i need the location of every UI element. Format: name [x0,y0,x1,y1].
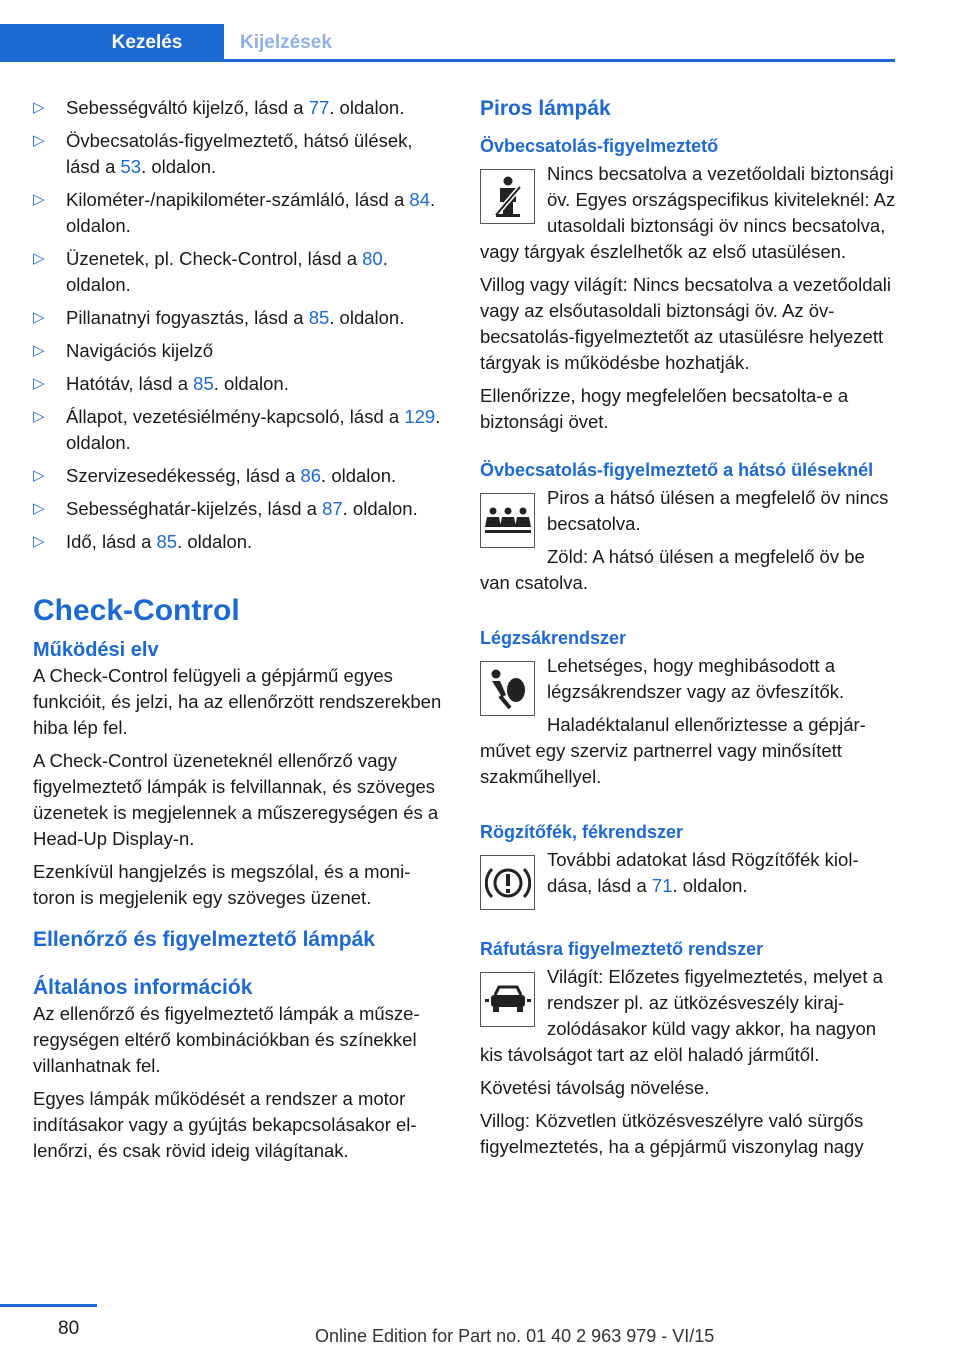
page-link[interactable]: 77 [308,97,330,118]
airbag-heading: Légzsákrendszer [480,628,627,648]
collision-warning-icon [480,972,535,1027]
seatbelt-icon [480,169,535,224]
bullet-item: ▷ Sebességhatár-kijelzés, lásd a 87. oldalon. [33,496,445,522]
collision-heading: Ráfutásra figyelmeztető rendszer [480,939,764,959]
page-link[interactable]: 85 [193,373,214,394]
bullet-item: ▷ Övbecsatolás-figyelmeztető, hátsó ülések, lásd a 53. oldalon. [33,130,413,177]
page-link[interactable]: 87 [322,498,343,519]
belt-p1: Nincs becsatolva a vezetőoldali biztonsági öv. Egyes országspecifikus kiviteleknél: Az utasoldali biztonsági öv nincs becsatolva, vagy tárgyak észlelhetők az első utasülésen. [480,163,896,262]
page-link[interactable]: 129 [404,406,436,427]
check-control-title: Check-Control [33,594,240,627]
rear-seatbelt-icon [480,493,535,548]
bullet-triangle-icon: ▷ [33,467,45,484]
bullet-item: ▷ Navigációs kijelző [33,338,445,364]
bullet-triangle-icon: ▷ [33,309,45,326]
brake-warning-icon [480,855,535,910]
principle-p3: Ezenkívül hangjelzés is megszólal, és a monitoron is megjelenik egy szöveges üzenet. [33,861,411,908]
header-tabs [0,24,895,62]
bullet-triangle-icon: ▷ [33,132,45,149]
edition-footer: Online Edition for Part no. 01 40 2 963 979 - VI/15 [315,1326,715,1346]
tab-kezeles[interactable]: Kezelés [0,24,224,62]
bullet-triangle-icon: ▷ [33,408,45,425]
lamps-heading: Ellenőrző és figyelmeztető lámpák [33,928,375,951]
bullet-triangle-icon: ▷ [33,250,45,267]
page-link[interactable]: 85 [156,531,178,552]
bullet-item: ▷ Állapot, vezetésiélmény-kapcsoló, lásd a 129. oldalon. [33,406,441,453]
bullet-item: ▷ Pillanatnyi fogyasztás, lásd a 85. oldalon. [33,305,445,331]
general-p1: Az ellenőrző és figyelmeztető lámpák a műszeregységen eltérő kombinációkban és színekkel villanhatnak fel. [33,1003,420,1076]
bullet-item: ▷ Idő, lásd a 85. oldalon. [33,529,445,555]
page-link[interactable]: 80 [362,248,383,269]
page-number-rule [0,1304,97,1307]
belt-p2: Villog vagy világít: Nincs becsatolva a vezetőoldali vagy az elsőutasoldali biztonsági öv. Az övbecsatolás-figyelmeztetőt az utasülésre helyezett tárgyak is működésbe hozhatják. [480,274,891,373]
principle-p1: A Check-Control felügyeli a gépjármű egyes funkcióit, és jelzi, ha az ellenőrzött rendszerekben hiba lép fel. [33,665,442,738]
page-number: 80 [58,1318,80,1339]
principle-p2: A Check-Control üzeneteknél ellenőrző vagy figyelmeztető lámpák is felvillannak, és szöveges üzenetek is megjelennek a műszeregységen és a Head-Up Display-n. [33,750,439,849]
airbag-icon [480,661,535,716]
bullet-item: ▷ Kilométer-/napikilométer-számláló, lásd a 84. oldalon. [33,189,436,236]
bullet-triangle-icon: ▷ [33,342,45,359]
collision-lamp [480,964,896,1075]
bullet-triangle-icon: ▷ [33,375,45,392]
bullet-triangle-icon: ▷ [33,533,45,550]
page-link[interactable]: 86 [300,465,322,486]
belt-p3: Ellenőrizze, hogy megfelelően becsatolta-e a biztonsági övet. [480,385,849,432]
general-info-heading: Általános információk [33,976,253,999]
collision-p3: Villog: Közvetlen ütközésveszélyre való sürgős figyelmeztetés, ha a gépjármű viszonylag nagy [480,1110,864,1157]
belt-lamp [480,161,896,272]
general-p2: Egyes lámpák működését a rendszer a motor indításakor vagy a gyújtás bekapcsolásakor ellenőrzi, és csak rövid ideig világítanak. [33,1088,417,1161]
brake-heading: Rögzítőfék, fékrendszer [480,822,684,842]
page-link[interactable]: 85 [308,307,330,328]
rear-belt-heading: Övbecsatolás-figyelmeztető a hátsó üléseknél [480,460,874,480]
collision-p1: Világít: Előzetes figyelmeztetés, melyet a rendszer pl. az ütközésveszély kirajzolódásakor küld vagy akkor, ha nagyon kis távolságot tart az elöl haladó járműtől. [480,966,883,1065]
bullet-list [33,95,445,555]
airbag-lamp [480,653,896,797]
bullet-item: ▷ Hatótáv, lásd a 85. oldalon. [33,371,445,397]
bullet-item: ▷ Sebességváltó kijelző, lásd a 77. oldalon. [33,95,445,121]
bullet-triangle-icon: ▷ [33,191,45,208]
collision-p2: Követési távolság növelése. [480,1077,710,1098]
brake-text: További adatokat lásd Rögzítőfék kioldása, lásd a 71. oldalon. [547,849,859,896]
brake-page-link[interactable]: 71 [651,875,673,896]
airbag-p1: Lehetséges, hogy meghibásodott a légzsákrendszer vagy az övfeszítők. [547,655,845,702]
belt-heading: Övbecsatolás-figyelmeztető [480,136,719,156]
header-rule [0,59,895,62]
page-link[interactable]: 53 [120,156,142,177]
red-lamps-title: Piros lámpák [480,97,611,120]
rear-p1: Piros a hátsó ülésen a megfelelő öv nincs becsatolva. [547,487,889,534]
tab-kijelzesek[interactable]: Kijelzések [240,32,332,53]
left-column [33,95,445,1171]
bullet-item: ▷ Üzenetek, pl. Check-Control, lásd a 80. oldalon. [33,248,388,295]
brake-lamp [480,847,896,914]
bullet-triangle-icon: ▷ [33,99,45,116]
principle-heading: Működési elv [33,639,159,661]
airbag-p2: Haladéktalanul ellenőriztesse a gépjárművet egy szerviz partnerrel vagy minősített szakműhellyel. [480,714,866,787]
page-link[interactable]: 84 [409,189,430,210]
rear-p2: Zöld: A hátsó ülésen a megfelelő öv be van csatolva. [480,546,865,593]
rear-belt-lamp [480,485,896,603]
bullet-item: ▷ Szervizesedékesség, lásd a 86. oldalon. [33,463,445,489]
right-column [480,95,896,1167]
bullet-triangle-icon: ▷ [33,500,45,517]
